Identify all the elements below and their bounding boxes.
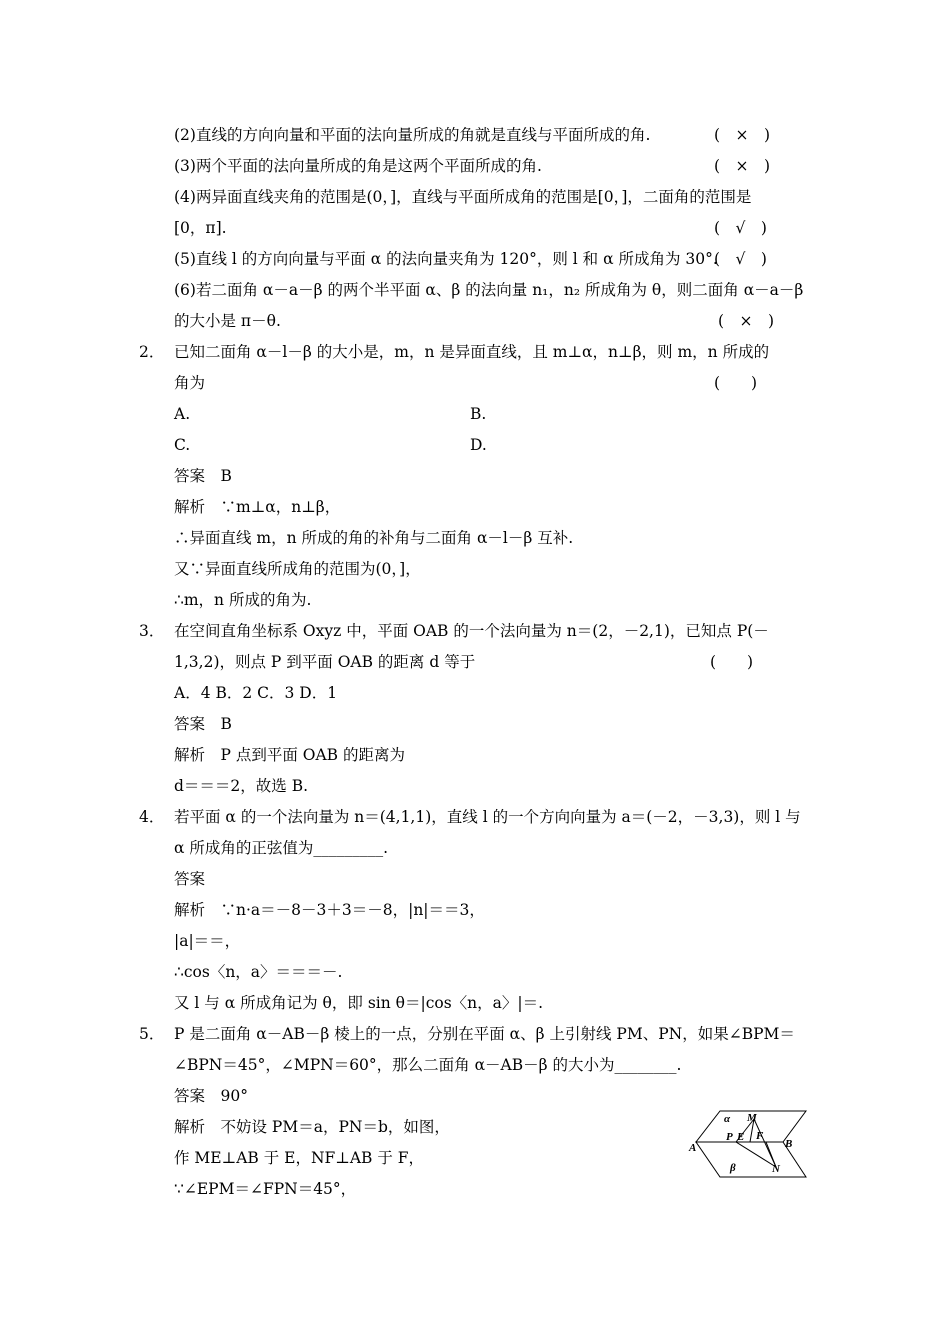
text-line: 作 ME⊥AB 于 E，NF⊥AB 于 F， <box>174 1149 425 1167</box>
text-line: 又 l 与 α 所成角记为 θ，即 sin θ＝|cos〈n，a〉|＝. <box>174 994 544 1012</box>
label-E: E <box>737 1131 745 1143</box>
label-B: B <box>785 1138 793 1150</box>
text-line: A. <box>174 405 191 423</box>
text-line: ∵∠EPM＝∠FPN＝45°， <box>174 1180 357 1198</box>
text-line: A．4 B．2 C．3 D．1 <box>174 684 338 702</box>
text-line: B. <box>470 405 487 423</box>
label-N: N <box>772 1163 780 1175</box>
answer-mark: ( ) <box>710 653 754 671</box>
text-line: ∴m，n 所成的角为. <box>174 591 312 609</box>
text-line: d＝＝＝2，故选 B. <box>174 777 309 795</box>
label-M: M <box>747 1112 757 1124</box>
text-line: ∠BPN＝45°，∠MPN＝60°，那么二面角 α－AB－β 的大小为________. <box>174 1056 682 1074</box>
text-line: 答案 <box>174 870 206 888</box>
text-line: (3)两个平面的法向量所成的角是这两个平面所成的角. <box>174 157 542 175</box>
label-F: F <box>756 1130 764 1142</box>
text-line: ∴cos〈n，a〉＝＝＝－. <box>174 963 343 981</box>
answer-mark: ( √ ) <box>714 219 767 237</box>
text-line: 答案 90° <box>174 1087 248 1105</box>
answer-mark: ( × ) <box>718 312 775 330</box>
text-line: (5)直线 l 的方向向量与平面 α 的法向量夹角为 120°，则 l 和 α 所成角为 30°. <box>174 250 718 268</box>
label-A: A <box>689 1142 697 1154</box>
question-number: 3． <box>139 622 165 640</box>
question-number: 5． <box>139 1025 165 1043</box>
text-line: 解析 ∵m⊥α，n⊥β， <box>174 498 341 516</box>
label-P: P <box>726 1131 733 1143</box>
text-line: 答案 B <box>174 715 232 733</box>
question-number: 4． <box>139 808 165 826</box>
text-line: P 是二面角 α－AB－β 棱上的一点，分别在平面 α、β 上引射线 PM、PN，如果∠BPM＝ <box>174 1025 795 1043</box>
label-beta: β <box>730 1162 736 1174</box>
text-line: 若平面 α 的一个法向量为 n＝(4,1,1)，直线 l 的一个方向向量为 a＝(－2，－3,3)，则 l 与 <box>174 808 801 826</box>
text-line: 解析 不妨设 PM＝a，PN＝b，如图， <box>174 1118 450 1136</box>
text-line: (2)直线的方向向量和平面的法向量所成的角就是直线与平面所成的角. <box>174 126 651 144</box>
text-line: [0，π]. <box>174 219 227 237</box>
text-line: 答案 B <box>174 467 232 485</box>
text-line: 在空间直角坐标系 Oxyz 中，平面 OAB 的一个法向量为 n＝(2，－2,1)，已知点 P(－ <box>174 622 769 640</box>
text-line: 解析 ∵n·a＝－8－3＋3＝－8，|n|＝＝3， <box>174 901 485 919</box>
text-line: |a|＝＝， <box>174 932 241 950</box>
text-line: 的大小是 π－θ. <box>174 312 281 330</box>
question-number: 2． <box>139 343 165 361</box>
text-line: 1,3,2)，则点 P 到平面 OAB 的距离 d 等于 <box>174 653 476 671</box>
text-line: D. <box>470 436 487 454</box>
text-line: 已知二面角 α－l－β 的大小是，m，n 是异面直线，且 m⊥α，n⊥β，则 m，n 所成的 <box>174 343 770 361</box>
text-line: 角为 <box>174 374 206 392</box>
text-line: (6)若二面角 α－a－β 的两个半平面 α、β 的法向量 n₁，n₂ 所成角为 θ，则二面角 α－a－β <box>174 281 804 299</box>
answer-mark: ( × ) <box>714 157 771 175</box>
answer-mark: ( ) <box>714 374 758 392</box>
text-line: C. <box>174 436 191 454</box>
text-line: 解析 P 点到平面 OAB 的距离为 <box>174 746 406 764</box>
text-line: ∴异面直线 m，n 所成的角的补角与二面角 α－l－β 互补. <box>174 529 574 547</box>
answer-mark: ( × ) <box>714 126 771 144</box>
label-alpha: α <box>724 1113 731 1125</box>
text-line: (4)两异面直线夹角的范围是(0，]，直线与平面所成角的范围是[0，]，二面角的范围是 <box>174 188 752 206</box>
text-line: α 所成角的正弦值为_________. <box>174 839 389 857</box>
dihedral-angle-figure <box>688 1105 813 1185</box>
text-line: 又∵异面直线所成角的范围为(0，]， <box>174 560 421 578</box>
answer-mark: ( √ ) <box>714 250 767 268</box>
